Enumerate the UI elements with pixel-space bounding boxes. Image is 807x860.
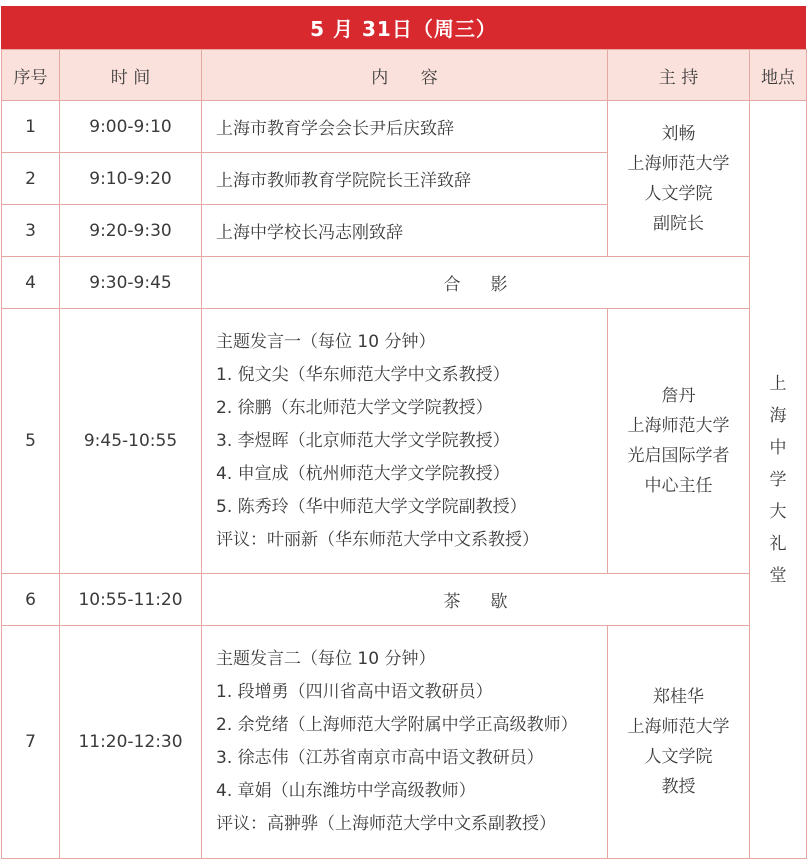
- row-num: 4: [2, 257, 60, 309]
- session-heading: 主题发言二（每位 10 分钟）: [216, 649, 436, 669]
- row-content: 上海市教育学会会长尹后庆致辞: [202, 101, 608, 153]
- header-num: 序号: [2, 50, 60, 101]
- venue-char: 礼: [769, 533, 787, 554]
- row-num: 1: [2, 101, 60, 153]
- host-cell: [608, 309, 750, 574]
- reviewer-line: 评议：叶丽新（华东师范大学中文系教授）: [216, 529, 539, 550]
- header-host: 主 持: [608, 50, 750, 101]
- table-row: [2, 574, 807, 626]
- host-line: 上海师范大学: [627, 153, 730, 174]
- speaker-line: 2. 徐鹏（东北师范大学文学院教授）: [216, 397, 493, 418]
- header-row: [2, 50, 807, 101]
- table-row: [2, 101, 807, 153]
- row-num: 5: [2, 309, 60, 574]
- table-row: [2, 309, 807, 574]
- photo-label: 合影: [443, 275, 538, 295]
- speaker-line: 3. 徐志伟（江苏省南京市高中语文教研员）: [216, 748, 544, 768]
- row-time: 9:45-10:55: [60, 309, 202, 574]
- host-line: 教授: [661, 777, 696, 797]
- venue-char: 堂: [769, 565, 787, 586]
- speaker-line: 1. 段增勇（四川省高中语文教研员）: [216, 682, 493, 702]
- row-num: 2: [2, 153, 60, 205]
- header-time: 时 间: [60, 50, 202, 101]
- host-line: 副院长: [653, 213, 704, 234]
- talks-cell: [202, 626, 608, 859]
- row-time: 10:55-11:20: [60, 574, 202, 626]
- host-line: 上海师范大学: [627, 416, 730, 436]
- row-num: 7: [2, 626, 60, 859]
- row-time: 9:30-9:45: [60, 257, 202, 309]
- host-name: 詹丹: [661, 386, 696, 406]
- host-line: 光启国际学者: [627, 446, 730, 466]
- row-time: 9:20-9:30: [60, 205, 202, 257]
- host-cell: [608, 626, 750, 859]
- row-time: 11:20-12:30: [60, 626, 202, 859]
- row-time: 9:10-9:20: [60, 153, 202, 205]
- header-venue: 地点: [750, 50, 807, 101]
- speaker-line: 5. 陈秀玲（华中师范大学文学院副教授）: [216, 496, 527, 517]
- reviewer-line: 评议：高翀骅（上海师范大学中文系副教授）: [216, 814, 556, 834]
- schedule-title: 5 月 31日（周三）: [1, 6, 806, 49]
- venue-cell: [750, 101, 807, 859]
- row-content-merged: [202, 257, 750, 309]
- host-line: 上海师范大学: [627, 717, 730, 737]
- venue-char: 中: [769, 437, 787, 458]
- row-time: 9:00-9:10: [60, 101, 202, 153]
- host-line: 中心主任: [644, 476, 713, 496]
- row-content-merged: [202, 574, 750, 626]
- talks-cell: [202, 309, 608, 574]
- speaker-line: 1. 倪文尖（华东师范大学中文系教授）: [216, 364, 510, 385]
- row-num: 6: [2, 574, 60, 626]
- table-row: [2, 626, 807, 859]
- header-content: 内 容: [202, 50, 608, 101]
- row-content: 上海市教师教育学院院长王洋致辞: [202, 153, 608, 205]
- host-name: 郑桂华: [653, 687, 704, 707]
- schedule-table: [1, 49, 807, 859]
- row-num: 3: [2, 205, 60, 257]
- host-line: 人文学院: [644, 747, 713, 767]
- venue-char: 海: [769, 405, 787, 426]
- row-content: 上海中学校长冯志刚致辞: [202, 205, 608, 257]
- table-row: [2, 257, 807, 309]
- host-line: 人文学院: [644, 183, 713, 204]
- speaker-line: 2. 余党绪（上海师范大学附属中学正高级教师）: [216, 715, 578, 735]
- speaker-line: 4. 章娟（山东潍坊中学高级教师）: [216, 781, 476, 801]
- session-heading: 主题发言一（每位 10 分钟）: [216, 331, 436, 352]
- host-cell: [608, 101, 750, 257]
- venue-char: 上: [769, 373, 787, 394]
- venue-char: 大: [769, 501, 787, 522]
- venue-char: 学: [769, 469, 787, 490]
- host-name: 刘畅: [661, 123, 696, 144]
- break-label: 茶歇: [443, 592, 538, 612]
- speaker-line: 4. 申宣成（杭州师范大学文学院教授）: [216, 463, 510, 484]
- speaker-line: 3. 李煜晖（北京师范大学文学院教授）: [216, 430, 510, 451]
